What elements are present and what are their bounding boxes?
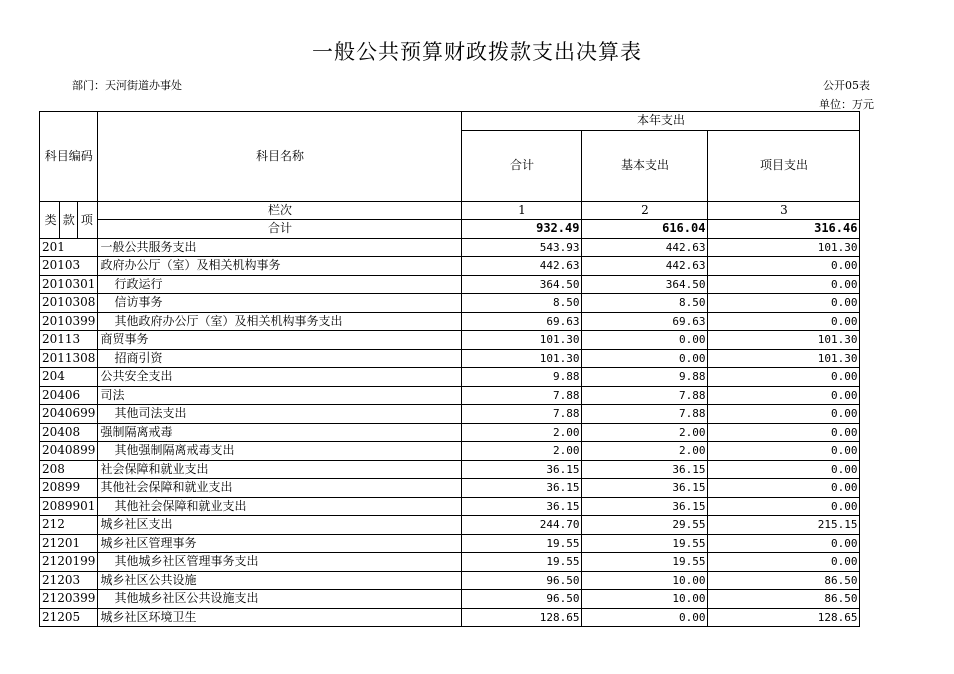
row-code: 212 — [40, 516, 98, 535]
row-name — [98, 590, 462, 609]
row-project: 86.50 — [708, 590, 860, 609]
unit-label: 单位：万元 — [819, 98, 874, 111]
header-total: 合计 — [462, 130, 582, 201]
row-project: 101.30 — [708, 238, 860, 257]
row-total: 8.50 — [462, 294, 582, 313]
table-row — [40, 590, 860, 609]
row-name-text: 其他城乡社区公共设施支出 — [114, 591, 259, 606]
table-row — [40, 331, 860, 350]
table-row — [40, 294, 860, 313]
row-name — [98, 608, 462, 627]
row-project: 101.30 — [708, 331, 860, 350]
row-code: 20899 — [40, 479, 98, 498]
row-code: 2010399 — [40, 312, 98, 331]
table-row — [40, 238, 860, 257]
row-name-text: 一般公共服务支出 — [100, 239, 197, 254]
row-total: 2.00 — [462, 442, 582, 461]
row-code: 2120399 — [40, 590, 98, 609]
row-name — [98, 534, 462, 553]
row-name — [98, 386, 462, 405]
row-name — [98, 423, 462, 442]
expenditure-table — [39, 111, 860, 627]
row-basic: 19.55 — [582, 534, 708, 553]
row-code: 21205 — [40, 608, 98, 627]
header-lei-kuan-xiang — [40, 201, 98, 238]
row-basic: 69.63 — [582, 312, 708, 331]
total-label: 合计 — [98, 220, 462, 239]
table-row — [40, 534, 860, 553]
row-total: 96.50 — [462, 590, 582, 609]
row-code: 2040699 — [40, 405, 98, 424]
row-name-text: 行政运行 — [114, 276, 163, 291]
table-row — [40, 442, 860, 461]
row-project: 0.00 — [708, 442, 860, 461]
row-basic: 442.63 — [582, 257, 708, 276]
row-name — [98, 257, 462, 276]
row-name — [98, 294, 462, 313]
row-code: 2040899 — [40, 442, 98, 461]
row-project: 128.65 — [708, 608, 860, 627]
table-row — [40, 368, 860, 387]
row-name-text: 司法 — [100, 387, 125, 402]
row-total: 36.15 — [462, 460, 582, 479]
total-project: 316.46 — [708, 220, 860, 239]
row-name — [98, 275, 462, 294]
row-name — [98, 553, 462, 572]
row-name-text: 招商引资 — [114, 350, 163, 365]
table-row — [40, 553, 860, 572]
header-row-1 — [40, 112, 860, 131]
table-row — [40, 479, 860, 498]
row-code: 2089901 — [40, 497, 98, 516]
row-basic: 29.55 — [582, 516, 708, 535]
total-row — [40, 220, 860, 239]
row-name-text: 城乡社区支出 — [100, 517, 173, 532]
row-name-text: 城乡社区公共设施 — [100, 572, 197, 587]
row-total: 543.93 — [462, 238, 582, 257]
row-name — [98, 312, 462, 331]
row-basic: 0.00 — [582, 608, 708, 627]
row-basic: 442.63 — [582, 238, 708, 257]
row-name-text: 城乡社区管理事务 — [100, 535, 197, 550]
row-name — [98, 571, 462, 590]
row-name-text: 其他司法支出 — [114, 406, 187, 421]
row-basic: 0.00 — [582, 331, 708, 350]
row-total: 36.15 — [462, 479, 582, 498]
row-project: 0.00 — [708, 423, 860, 442]
table-row — [40, 405, 860, 424]
row-name — [98, 405, 462, 424]
table-row — [40, 608, 860, 627]
row-name — [98, 497, 462, 516]
row-basic: 7.88 — [582, 405, 708, 424]
row-project: 0.00 — [708, 257, 860, 276]
row-total: 19.55 — [462, 553, 582, 572]
header-xiang: 项 — [80, 212, 93, 227]
table-row — [40, 497, 860, 516]
total-total: 932.49 — [462, 220, 582, 239]
form-number: 公开05表 — [823, 79, 870, 92]
row-name-text: 社会保障和就业支出 — [100, 461, 209, 476]
row-project: 101.30 — [708, 349, 860, 368]
row-total: 36.15 — [462, 497, 582, 516]
row-basic: 36.15 — [582, 479, 708, 498]
row-name — [98, 349, 462, 368]
row-project: 0.00 — [708, 294, 860, 313]
row-basic: 2.00 — [582, 423, 708, 442]
row-total: 9.88 — [462, 368, 582, 387]
header-current-year: 本年支出 — [462, 112, 860, 131]
row-code: 20408 — [40, 423, 98, 442]
row-total: 69.63 — [462, 312, 582, 331]
row-name — [98, 368, 462, 387]
row-name-text: 公共安全支出 — [100, 369, 173, 384]
row-name-text: 强制隔离戒毒 — [100, 424, 173, 439]
row-total: 101.30 — [462, 349, 582, 368]
row-total: 19.55 — [462, 534, 582, 553]
row-basic: 364.50 — [582, 275, 708, 294]
table-row — [40, 423, 860, 442]
total-basic: 616.04 — [582, 220, 708, 239]
row-basic: 9.88 — [582, 368, 708, 387]
row-total: 128.65 — [462, 608, 582, 627]
table-row — [40, 275, 860, 294]
row-total: 7.88 — [462, 405, 582, 424]
row-total: 2.00 — [462, 423, 582, 442]
column-index-label: 栏次 — [98, 201, 462, 220]
row-basic: 36.15 — [582, 460, 708, 479]
row-name-text: 政府办公厅（室）及相关机构事务 — [100, 258, 281, 273]
header-kuan: 款 — [60, 202, 78, 238]
row-name-text: 其他社会保障和就业支出 — [114, 498, 247, 513]
row-project: 0.00 — [708, 460, 860, 479]
row-project: 0.00 — [708, 497, 860, 516]
row-name-text: 信访事务 — [114, 295, 163, 310]
column-index-1: 1 — [462, 201, 582, 220]
row-project: 0.00 — [708, 368, 860, 387]
department-label: 部门：天河街道办事处 — [72, 79, 182, 92]
column-index-3: 3 — [708, 201, 860, 220]
row-project: 0.00 — [708, 479, 860, 498]
row-name — [98, 479, 462, 498]
row-name — [98, 442, 462, 461]
row-total: 7.88 — [462, 386, 582, 405]
row-code: 21201 — [40, 534, 98, 553]
row-basic: 36.15 — [582, 497, 708, 516]
column-index-2: 2 — [582, 201, 708, 220]
table-row — [40, 516, 860, 535]
row-name-text: 其他政府办公厅（室）及相关机构事务支出 — [114, 313, 343, 328]
row-project: 0.00 — [708, 312, 860, 331]
table-row — [40, 386, 860, 405]
row-basic: 7.88 — [582, 386, 708, 405]
row-name-text: 其他强制隔离戒毒支出 — [114, 443, 235, 458]
row-name-text: 商贸事务 — [100, 332, 149, 347]
row-code: 208 — [40, 460, 98, 479]
row-basic: 8.50 — [582, 294, 708, 313]
row-total: 364.50 — [462, 275, 582, 294]
table-row — [40, 571, 860, 590]
row-basic: 10.00 — [582, 571, 708, 590]
header-basic: 基本支出 — [582, 130, 708, 201]
row-name-text: 城乡社区环境卫生 — [100, 609, 197, 624]
row-name — [98, 238, 462, 257]
header-lei: 类 — [42, 202, 60, 238]
row-code: 2010308 — [40, 294, 98, 313]
row-project: 0.00 — [708, 534, 860, 553]
row-code: 21203 — [40, 571, 98, 590]
row-project: 0.00 — [708, 553, 860, 572]
row-name — [98, 331, 462, 350]
row-project: 0.00 — [708, 386, 860, 405]
row-code: 204 — [40, 368, 98, 387]
table-row — [40, 460, 860, 479]
row-basic: 0.00 — [582, 349, 708, 368]
row-total: 101.30 — [462, 331, 582, 350]
row-code: 2011308 — [40, 349, 98, 368]
row-name-text: 其他城乡社区管理事务支出 — [114, 554, 259, 569]
row-code: 20103 — [40, 257, 98, 276]
row-project: 215.15 — [708, 516, 860, 535]
page-title: 一般公共预算财政拨款支出决算表 — [312, 40, 642, 64]
row-basic: 2.00 — [582, 442, 708, 461]
row-total: 442.63 — [462, 257, 582, 276]
row-code: 20113 — [40, 331, 98, 350]
row-name — [98, 460, 462, 479]
row-code: 2010301 — [40, 275, 98, 294]
row-code: 20406 — [40, 386, 98, 405]
row-total: 244.70 — [462, 516, 582, 535]
row-code: 2120199 — [40, 553, 98, 572]
row-project: 0.00 — [708, 275, 860, 294]
table-row — [40, 349, 860, 368]
row-project: 0.00 — [708, 405, 860, 424]
row-project: 86.50 — [708, 571, 860, 590]
row-basic: 19.55 — [582, 553, 708, 572]
table-row — [40, 312, 860, 331]
header-name: 科目名称 — [98, 112, 462, 202]
row-code: 201 — [40, 238, 98, 257]
column-index-row — [40, 201, 860, 220]
row-name — [98, 516, 462, 535]
row-total: 96.50 — [462, 571, 582, 590]
row-basic: 10.00 — [582, 590, 708, 609]
header-project: 项目支出 — [708, 130, 860, 201]
header-code: 科目编码 — [40, 112, 98, 202]
row-name-text: 其他社会保障和就业支出 — [100, 480, 233, 495]
table-row — [40, 257, 860, 276]
